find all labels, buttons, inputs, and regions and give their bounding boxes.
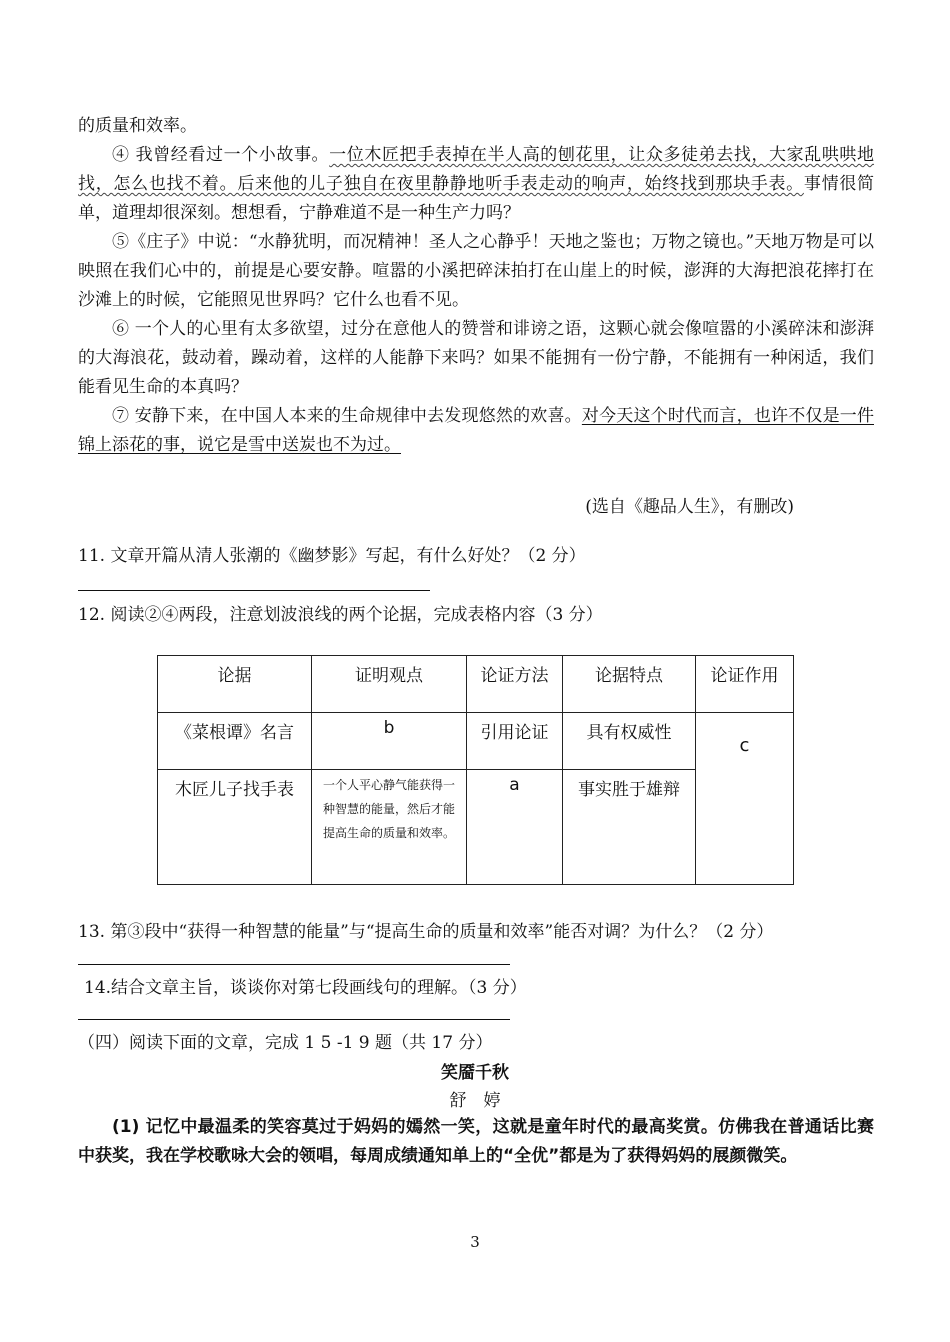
question-11: 11. 文章开篇从清人张潮的《幽梦影》写起，有什么好处？（2 分）	[78, 546, 586, 566]
table-cell: 木匠儿子找手表	[158, 770, 312, 885]
table-header: 论据	[158, 656, 312, 713]
paragraph-4-tail: 事情很简单，道理却很深刻。想想看，宁静难道不是一种生产力吗？	[78, 174, 875, 223]
argument-table	[157, 655, 794, 885]
paragraph-5: ⑤《庄子》中说：“水静犹明，而况精神！圣人之心静乎！天地之鉴也；万物之镜也。”天地万物是可以映照在我们心中的，前提是心要安静。喧嚣的小溪把碎沫拍打在山崖上的时候，澎湃的大海把浪花摔打在沙滩上的时候，它能照见世界吗？它什么也看不见。	[78, 232, 874, 310]
page-number: 3	[470, 1233, 480, 1251]
table-header: 证明观点	[312, 656, 467, 713]
intro-paragraph-tail: 的质量和效率。	[78, 116, 197, 136]
question-14: 14.结合文章主旨，谈谈你对第七段画线句的理解。（3 分）	[84, 978, 527, 998]
answer-blank-a[interactable]: a	[467, 770, 563, 885]
paragraph-4	[78, 141, 874, 228]
table-cell: 具有权威性	[563, 713, 696, 770]
table-cell: 引用论证	[467, 713, 563, 770]
article-paragraph-1: (1) 记忆中最温柔的笑容莫过于妈妈的嫣然一笑，这就是童年时代的最高奖赏。仿佛我在普通话比赛中获奖，我在学校歌咏大会的领唱，每周成绩通知单上的“全优”都是为了获得妈妈的展颜微笑。	[78, 1117, 874, 1166]
answer-line-13[interactable]	[78, 963, 510, 965]
question-13: 13. 第③段中“获得一种智慧的能量”与“提高生命的质量和效率”能否对调？为什么？（2 分）	[78, 922, 774, 942]
table-header: 论证作用	[696, 656, 794, 713]
article-title: 笑靥千秋	[441, 1063, 509, 1083]
source-citation: (选自《趣品人生》，有删改)	[585, 497, 794, 517]
table-header: 论据特点	[563, 656, 696, 713]
paragraph-7-underlined-sentence: 对今天这个时代而言，也许不仅是一件锦上添花的事，说它是雪中送炭也不为过。	[78, 406, 874, 455]
answer-line-14[interactable]	[78, 1018, 510, 1020]
section-4-instructions: （四）阅读下面的文章，完成 1 5 -1 9 题（共 17 分）	[78, 1033, 493, 1053]
paragraph-4-lead: ④ 我曾经看过一个小故事。	[112, 145, 330, 165]
passage-body	[78, 112, 874, 522]
table-cell: 事实胜于雄辩	[563, 770, 696, 885]
paragraph-6: ⑥ 一个人的心里有太多欲望，过分在意他人的赞誉和诽谤之语，这颗心就会像喧嚣的小溪碎沫和澎湃的大海浪花，鼓动着，躁动着，这样的人能静下来吗？如果不能拥有一份宁静，不能拥有一种闲适，我们能看见生命的本真吗？	[78, 319, 874, 397]
paragraph-7	[78, 402, 874, 460]
answer-blank-c[interactable]: c	[696, 713, 794, 885]
table-cell: 《菜根谭》名言	[158, 713, 312, 770]
answer-blank-b[interactable]: b	[312, 713, 467, 770]
answer-line-11[interactable]	[78, 589, 430, 591]
paragraph-7-lead: ⑦ 安静下来，在中国人本来的生命规律中去发现悠然的欢喜。	[112, 406, 582, 426]
table-header: 论证方法	[467, 656, 563, 713]
question-12: 12. 阅读②④两段，注意划波浪线的两个论据，完成表格内容（3 分）	[78, 605, 603, 625]
article-author: 舒 婷	[449, 1091, 501, 1111]
paragraph-4-wavy-evidence: 一位木匠把手表掉在半人高的刨花里，让众多徒弟去找，大家乱哄哄地找，怎么也找不着。后来他的儿子独自在夜里静静地听手表走动的响声，始终找到那块手表。	[78, 145, 875, 194]
table-cell: 一个人平心静气能获得一种智慧的能量，然后才能提高生命的质量和效率。	[312, 770, 467, 885]
